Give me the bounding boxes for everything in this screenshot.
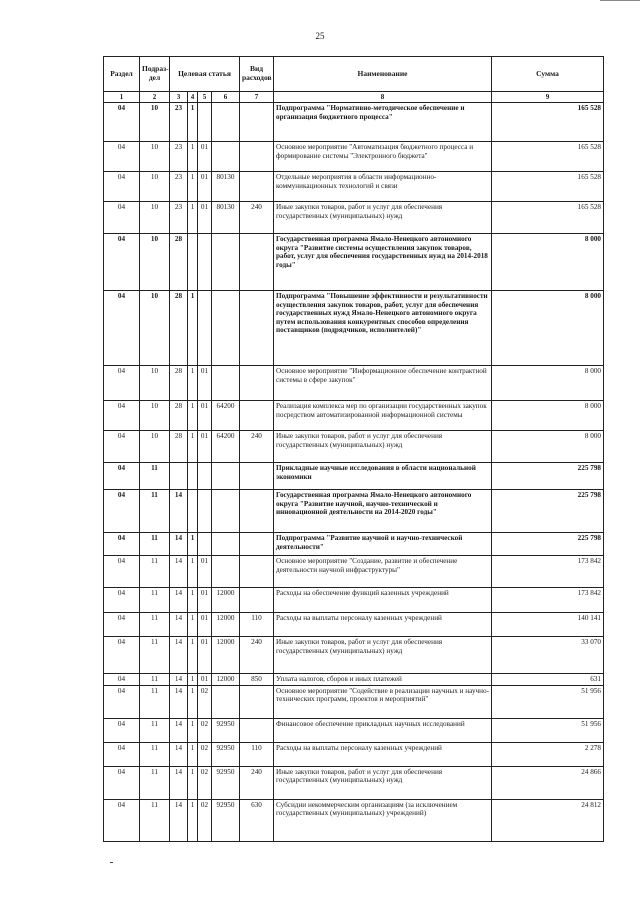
- direction-cell: [212, 490, 240, 533]
- expense-type-cell: 110: [240, 613, 274, 637]
- subprogram-cell: 1: [188, 685, 198, 718]
- table-row: [104, 685, 604, 718]
- name-cell: Основное мероприятие "Информационное обеспечение контрактной системы в сфере закупок": [274, 366, 492, 401]
- event-cell: [198, 291, 212, 366]
- subsection-cell: 11: [140, 685, 170, 718]
- subprogram-cell: 1: [188, 401, 198, 431]
- section-cell: 04: [104, 742, 140, 766]
- expense-type-cell: [240, 463, 274, 490]
- program-cell: 14: [170, 613, 188, 637]
- name-cell: Подпрограмма "Развитие научной и научно-технической деятельности": [274, 533, 492, 556]
- name-cell: Расходы на выплаты персоналу казенных учреждений: [274, 742, 492, 766]
- subsection-cell: 11: [140, 556, 170, 588]
- subprogram-cell: 1: [188, 172, 198, 202]
- name-cell: Основное мероприятие "Автоматизация бюджетного процесса и формирование системы "Электронного бюджета": [274, 142, 492, 172]
- event-cell: 02: [198, 685, 212, 718]
- subprogram-cell: 1: [188, 291, 198, 366]
- column-number: 8: [274, 92, 492, 103]
- sum-cell: 8 000: [492, 366, 604, 401]
- expense-type-cell: 850: [240, 674, 274, 685]
- header-target-article: Целевая статья: [170, 57, 240, 92]
- table-row: [104, 401, 604, 431]
- subsection-cell: 10: [140, 366, 170, 401]
- expense-type-cell: [240, 366, 274, 401]
- name-cell: Подпрограмма "Повышение эффективности и результативности осуществления закупок товаров, работ, услуг для обеспечения государственных нужд Ямало-Ненецкого автономного округа путем использования конкурентных способов определения поставщиков (подрядчиков, исполнителей)": [274, 291, 492, 366]
- name-cell: Иные закупки товаров, работ и услуг для обеспечения государственных (муниципальных) нужд: [274, 431, 492, 463]
- table-row: [104, 431, 604, 463]
- name-cell: Расходы на выплаты персоналу казенных учреждений: [274, 613, 492, 637]
- subsection-cell: 10: [140, 401, 170, 431]
- page-number: 25: [315, 31, 325, 41]
- expense-type-cell: [240, 291, 274, 366]
- program-cell: 28: [170, 431, 188, 463]
- event-cell: 02: [198, 799, 212, 841]
- subsection-cell: 11: [140, 718, 170, 742]
- subsection-cell: 11: [140, 766, 170, 799]
- direction-cell: 12000: [212, 674, 240, 685]
- direction-cell: 92950: [212, 766, 240, 799]
- sum-cell: 8 000: [492, 401, 604, 431]
- program-cell: 14: [170, 685, 188, 718]
- name-cell: Реализация комплекса мер по организации государственных закупок посредством автоматизированной информационной системы: [274, 401, 492, 431]
- sum-cell: 225 798: [492, 463, 604, 490]
- name-cell: Отдельные мероприятия в области информационно-коммуникационных технологий и связи: [274, 172, 492, 202]
- expense-type-cell: 240: [240, 202, 274, 234]
- column-numbers-row: [104, 92, 604, 103]
- section-cell: 04: [104, 291, 140, 366]
- sum-cell: 8 000: [492, 234, 604, 291]
- subsection-cell: 10: [140, 103, 170, 142]
- sum-cell: 165 528: [492, 142, 604, 172]
- subsection-cell: 11: [140, 490, 170, 533]
- table-row: [104, 533, 604, 556]
- subprogram-cell: 1: [188, 766, 198, 799]
- subprogram-cell: 1: [188, 588, 198, 613]
- header-section: Раздел: [104, 57, 140, 92]
- event-cell: [198, 234, 212, 291]
- subprogram-cell: 1: [188, 366, 198, 401]
- sum-cell: 225 798: [492, 490, 604, 533]
- column-number: 2: [140, 92, 170, 103]
- event-cell: [198, 103, 212, 142]
- column-number: 7: [240, 92, 274, 103]
- event-cell: 02: [198, 742, 212, 766]
- table-row: [104, 202, 604, 234]
- table-row: [104, 234, 604, 291]
- program-cell: 28: [170, 401, 188, 431]
- header-subsection: Подраз-дел: [140, 57, 170, 92]
- name-cell: Иные закупки товаров, работ и услуг для обеспечения государственных (муниципальных) нужд: [274, 202, 492, 234]
- program-cell: 14: [170, 674, 188, 685]
- direction-cell: [212, 366, 240, 401]
- expense-type-cell: 110: [240, 742, 274, 766]
- table-row: [104, 674, 604, 685]
- sum-cell: 33 070: [492, 637, 604, 674]
- expense-type-cell: [240, 142, 274, 172]
- subprogram-cell: 1: [188, 142, 198, 172]
- sum-cell: 173 842: [492, 556, 604, 588]
- section-cell: 04: [104, 556, 140, 588]
- section-cell: 04: [104, 637, 140, 674]
- table-row: [104, 588, 604, 613]
- budget-table: [103, 56, 604, 842]
- sum-cell: 165 528: [492, 202, 604, 234]
- direction-cell: 12000: [212, 588, 240, 613]
- section-cell: 04: [104, 401, 140, 431]
- direction-cell: [212, 556, 240, 588]
- table-row: [104, 613, 604, 637]
- column-number: 3: [170, 92, 188, 103]
- section-cell: 04: [104, 674, 140, 685]
- section-cell: 04: [104, 685, 140, 718]
- sum-cell: 225 798: [492, 533, 604, 556]
- name-cell: Иные закупки товаров, работ и услуг для обеспечения государственных (муниципальных) нужд: [274, 766, 492, 799]
- subsection-cell: 10: [140, 291, 170, 366]
- program-cell: 23: [170, 202, 188, 234]
- name-cell: Государственная программа Ямало-Ненецкого автономного округа "Развитие системы осуществления закупок товаров, работ, услуг для обеспечения государственных нужд на 2014-2018 годы": [274, 234, 492, 291]
- sum-cell: 8 000: [492, 431, 604, 463]
- program-cell: 14: [170, 490, 188, 533]
- expense-type-cell: [240, 234, 274, 291]
- table-body: [104, 103, 604, 841]
- direction-cell: 92950: [212, 799, 240, 841]
- event-cell: [198, 463, 212, 490]
- subprogram-cell: 1: [188, 613, 198, 637]
- program-cell: 23: [170, 142, 188, 172]
- event-cell: 01: [198, 172, 212, 202]
- table-row: [104, 637, 604, 674]
- expense-type-cell: [240, 685, 274, 718]
- table-row: [104, 366, 604, 401]
- section-cell: 04: [104, 142, 140, 172]
- subsection-cell: 10: [140, 142, 170, 172]
- header-sum: Сумма: [492, 57, 604, 92]
- sum-cell: 24 812: [492, 799, 604, 841]
- event-cell: 01: [198, 202, 212, 234]
- section-cell: 04: [104, 366, 140, 401]
- column-number: 4: [188, 92, 198, 103]
- section-cell: 04: [104, 172, 140, 202]
- direction-cell: [212, 533, 240, 556]
- sum-cell: 24 866: [492, 766, 604, 799]
- subprogram-cell: 1: [188, 674, 198, 685]
- event-cell: [198, 490, 212, 533]
- section-cell: 04: [104, 431, 140, 463]
- table-row: [104, 291, 604, 366]
- name-cell: Подпрограмма "Нормативно-методическое обеспечение и организация бюджетного процесса": [274, 103, 492, 142]
- sum-cell: 140 141: [492, 613, 604, 637]
- section-cell: 04: [104, 799, 140, 841]
- subsection-cell: 10: [140, 172, 170, 202]
- section-cell: 04: [104, 490, 140, 533]
- event-cell: 01: [198, 637, 212, 674]
- name-cell: Субсидии некоммерческим организациям (за исключением государственных (муниципальных) учреждений): [274, 799, 492, 841]
- program-cell: 23: [170, 103, 188, 142]
- section-cell: 04: [104, 463, 140, 490]
- event-cell: 01: [198, 613, 212, 637]
- program-cell: 14: [170, 588, 188, 613]
- section-cell: 04: [104, 718, 140, 742]
- expense-type-cell: 630: [240, 799, 274, 841]
- direction-cell: [212, 142, 240, 172]
- sum-cell: 165 528: [492, 172, 604, 202]
- table-row: [104, 142, 604, 172]
- subsection-cell: 10: [140, 431, 170, 463]
- top-edge-line: [600, 0, 640, 1]
- subprogram-cell: 1: [188, 799, 198, 841]
- subprogram-cell: 1: [188, 637, 198, 674]
- program-cell: 14: [170, 718, 188, 742]
- program-cell: 23: [170, 172, 188, 202]
- name-cell: Прикладные научные исследования в области национальной экономики: [274, 463, 492, 490]
- program-cell: 14: [170, 799, 188, 841]
- sum-cell: 2 278: [492, 742, 604, 766]
- sum-cell: 8 000: [492, 291, 604, 366]
- expense-type-cell: [240, 718, 274, 742]
- event-cell: 01: [198, 401, 212, 431]
- sum-cell: 173 842: [492, 588, 604, 613]
- sum-cell: 631: [492, 674, 604, 685]
- sum-cell: 51 956: [492, 685, 604, 718]
- table-row: [104, 463, 604, 490]
- section-cell: 04: [104, 613, 140, 637]
- subprogram-cell: [188, 490, 198, 533]
- direction-cell: 64200: [212, 401, 240, 431]
- header-name: Наименование: [274, 57, 492, 92]
- table-row: [104, 766, 604, 799]
- event-cell: 01: [198, 588, 212, 613]
- subsection-cell: 11: [140, 533, 170, 556]
- subsection-cell: 11: [140, 588, 170, 613]
- expense-type-cell: [240, 556, 274, 588]
- program-cell: 14: [170, 556, 188, 588]
- header-expense-type: Вид расходов: [240, 57, 274, 92]
- subprogram-cell: 1: [188, 556, 198, 588]
- column-number: 6: [212, 92, 240, 103]
- subsection-cell: 10: [140, 202, 170, 234]
- subsection-cell: 11: [140, 742, 170, 766]
- subsection-cell: 11: [140, 637, 170, 674]
- table-row: [104, 172, 604, 202]
- direction-cell: 92950: [212, 718, 240, 742]
- table-row: [104, 103, 604, 142]
- subprogram-cell: 1: [188, 718, 198, 742]
- subprogram-cell: 1: [188, 742, 198, 766]
- direction-cell: [212, 103, 240, 142]
- sum-cell: 165 528: [492, 103, 604, 142]
- event-cell: 01: [198, 556, 212, 588]
- event-cell: 01: [198, 674, 212, 685]
- direction-cell: 80130: [212, 172, 240, 202]
- section-cell: 04: [104, 103, 140, 142]
- event-cell: [198, 533, 212, 556]
- subprogram-cell: 1: [188, 533, 198, 556]
- event-cell: 01: [198, 366, 212, 401]
- program-cell: 14: [170, 533, 188, 556]
- section-cell: 04: [104, 766, 140, 799]
- direction-cell: [212, 685, 240, 718]
- direction-cell: [212, 291, 240, 366]
- event-cell: 02: [198, 766, 212, 799]
- section-cell: 04: [104, 202, 140, 234]
- expense-type-cell: 240: [240, 431, 274, 463]
- subprogram-cell: 1: [188, 202, 198, 234]
- name-cell: Основное мероприятие "Создание, развитие и обеспечение деятельности научной инфраструктуры": [274, 556, 492, 588]
- name-cell: Иные закупки товаров, работ и услуг для обеспечения государственных (муниципальных) нужд: [274, 637, 492, 674]
- name-cell: Государственная программа Ямало-Ненецкого автономного округа "Развитие научной, научно-технической и инновационной деятельности на 2014-2020 годы": [274, 490, 492, 533]
- subsection-cell: 11: [140, 674, 170, 685]
- program-cell: 28: [170, 234, 188, 291]
- expense-type-cell: [240, 533, 274, 556]
- subsection-cell: 10: [140, 234, 170, 291]
- column-number: 5: [198, 92, 212, 103]
- direction-cell: 92950: [212, 742, 240, 766]
- subprogram-cell: 1: [188, 431, 198, 463]
- table-row: [104, 742, 604, 766]
- subsection-cell: 11: [140, 463, 170, 490]
- program-cell: 14: [170, 766, 188, 799]
- subsection-cell: 11: [140, 799, 170, 841]
- sum-cell: 51 956: [492, 718, 604, 742]
- event-cell: 01: [198, 142, 212, 172]
- footer-mark: [110, 862, 113, 863]
- expense-type-cell: 240: [240, 637, 274, 674]
- name-cell: Финансовое обеспечение прикладных научных исследований: [274, 718, 492, 742]
- expense-type-cell: [240, 103, 274, 142]
- expense-type-cell: 240: [240, 766, 274, 799]
- section-cell: 04: [104, 588, 140, 613]
- column-number: 1: [104, 92, 140, 103]
- direction-cell: 12000: [212, 637, 240, 674]
- name-cell: Расходы на обеспечение функций казенных учреждений: [274, 588, 492, 613]
- program-cell: 14: [170, 637, 188, 674]
- subprogram-cell: [188, 463, 198, 490]
- column-number: 9: [492, 92, 604, 103]
- section-cell: 04: [104, 234, 140, 291]
- direction-cell: [212, 234, 240, 291]
- direction-cell: 64200: [212, 431, 240, 463]
- table-row: [104, 490, 604, 533]
- event-cell: 01: [198, 431, 212, 463]
- table-row: [104, 556, 604, 588]
- subprogram-cell: 1: [188, 103, 198, 142]
- subprogram-cell: [188, 234, 198, 291]
- direction-cell: 12000: [212, 613, 240, 637]
- direction-cell: 80130: [212, 202, 240, 234]
- section-cell: 04: [104, 533, 140, 556]
- expense-type-cell: [240, 401, 274, 431]
- program-cell: [170, 463, 188, 490]
- expense-type-cell: [240, 588, 274, 613]
- name-cell: Основное мероприятие "Содействие в реализации научных и научно-технических программ, проектов и мероприятий": [274, 685, 492, 718]
- table-row: [104, 799, 604, 841]
- table-row: [104, 718, 604, 742]
- expense-type-cell: [240, 172, 274, 202]
- direction-cell: [212, 463, 240, 490]
- expense-type-cell: [240, 490, 274, 533]
- program-cell: 28: [170, 366, 188, 401]
- program-cell: 14: [170, 742, 188, 766]
- name-cell: Уплата налогов, сборов и иных платежей: [274, 674, 492, 685]
- program-cell: 28: [170, 291, 188, 366]
- event-cell: 02: [198, 718, 212, 742]
- subsection-cell: 11: [140, 613, 170, 637]
